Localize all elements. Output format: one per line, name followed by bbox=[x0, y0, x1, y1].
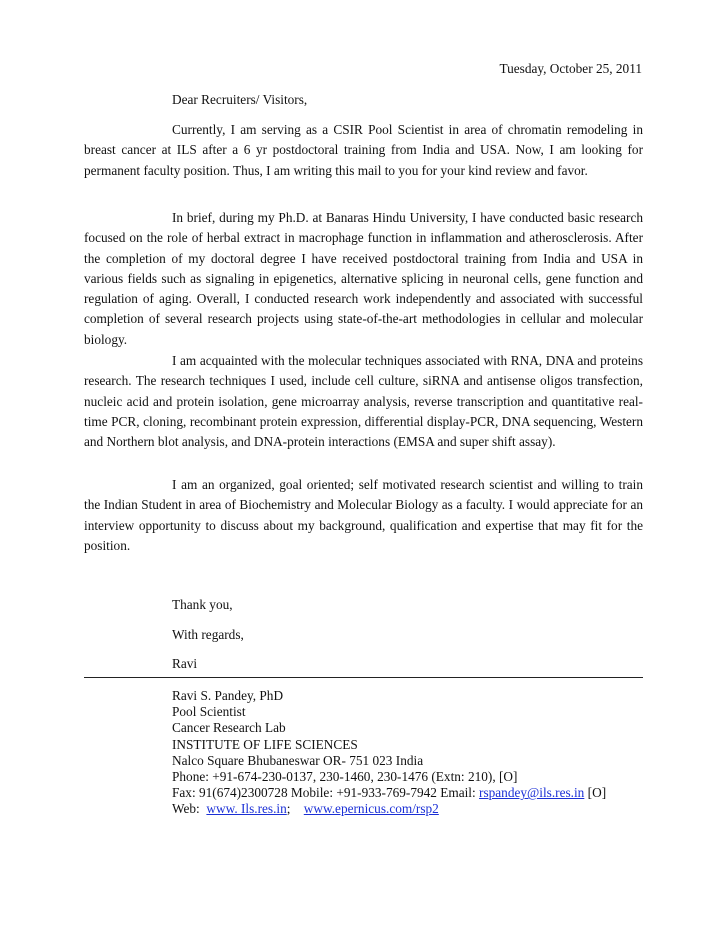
signature-divider bbox=[84, 677, 643, 678]
signature-title: Pool Scientist bbox=[172, 704, 246, 720]
web-separator: ; bbox=[286, 801, 291, 817]
email-suffix: [O] bbox=[584, 785, 607, 801]
signature-full-name: Ravi S. Pandey, PhD bbox=[172, 688, 284, 703]
signature-web-line bbox=[172, 801, 606, 817]
salutation: Dear Recruiters/ Visitors, bbox=[172, 92, 308, 107]
signature-institute: INSTITUTE OF LIFE SCIENCES bbox=[172, 736, 358, 752]
signature-fax-line bbox=[172, 785, 606, 801]
website-link-epernicus[interactable]: www.epernicus.com/rsp2 bbox=[303, 801, 439, 817]
body-paragraph: In brief, during my Ph.D. at Banaras Hindu University, I have conducted basic research focused on the role of herbal extract in macrophage function in inflammation and atherosclerosis. After the completion of my doctoral degree I have received postdoctoral training from India and USA in various fields such as signaling in epigenetics, alternative splicing in neuronal cells, gene function and regulation of aging. Overall, I conducted research work independently and associated with successful completion of several research projects using state-of-the-art methodologies in cellular and molecular biology. bbox=[84, 210, 643, 347]
signer-name: Ravi bbox=[172, 656, 198, 671]
body-paragraph: Currently, I am serving as a CSIR Pool Scientist in area of chromatin remodeling in breast cancer at ILS after a 6 yr postdoctoral training from India and USA. Now, I am looking for permanent faculty position. Thus, I am writing this mail to you for your kind review and favor. bbox=[84, 122, 643, 178]
web-label: Web: bbox=[172, 801, 204, 817]
closing-thanks: Thank you, bbox=[172, 597, 233, 612]
body-paragraph: I am an organized, goal oriented; self motivated research scientist and willing to train the Indian Student in area of Biochemistry and Molecular Biology as a faculty. I would appreciate for an interview opportunity to discuss about my background, qualification and expertise that may fit for the position. bbox=[84, 477, 643, 553]
fax-mobile-text: Fax: 91(674)2300728 Mobile: +91-933-769-7942 Email: bbox=[172, 785, 480, 801]
email-link[interactable]: rspandey@ils.res.in bbox=[479, 785, 585, 801]
website-link-ils[interactable]: www. Ils.res.in bbox=[206, 801, 287, 817]
signature-address: Nalco Square Bhubaneswar OR- 751 023 India bbox=[172, 752, 424, 768]
signature-lab: Cancer Research Lab bbox=[172, 720, 286, 736]
letter-date: Tuesday, October 25, 2011 bbox=[499, 61, 642, 76]
body-paragraph: I am acquainted with the molecular techniques associated with RNA, DNA and proteins research. The research techniques I used, include cell culture, siRNA and antisense oligos transfection, nucleic acid and protein isolation, gene microarray analysis, reverse transcription and quantitative real-time PCR, cloning, recombinant protein expression, differential display-PCR, DNA sequencing, Western and Northern blot analysis, and DNA-protein interactions (EMSA and super shift assay). bbox=[84, 353, 643, 450]
closing-regards: With regards, bbox=[172, 627, 244, 642]
signature-block bbox=[172, 688, 606, 818]
signature-phone: Phone: +91-674-230-0137, 230-1460, 230-1476 (Extn: 210), [O] bbox=[172, 769, 518, 785]
